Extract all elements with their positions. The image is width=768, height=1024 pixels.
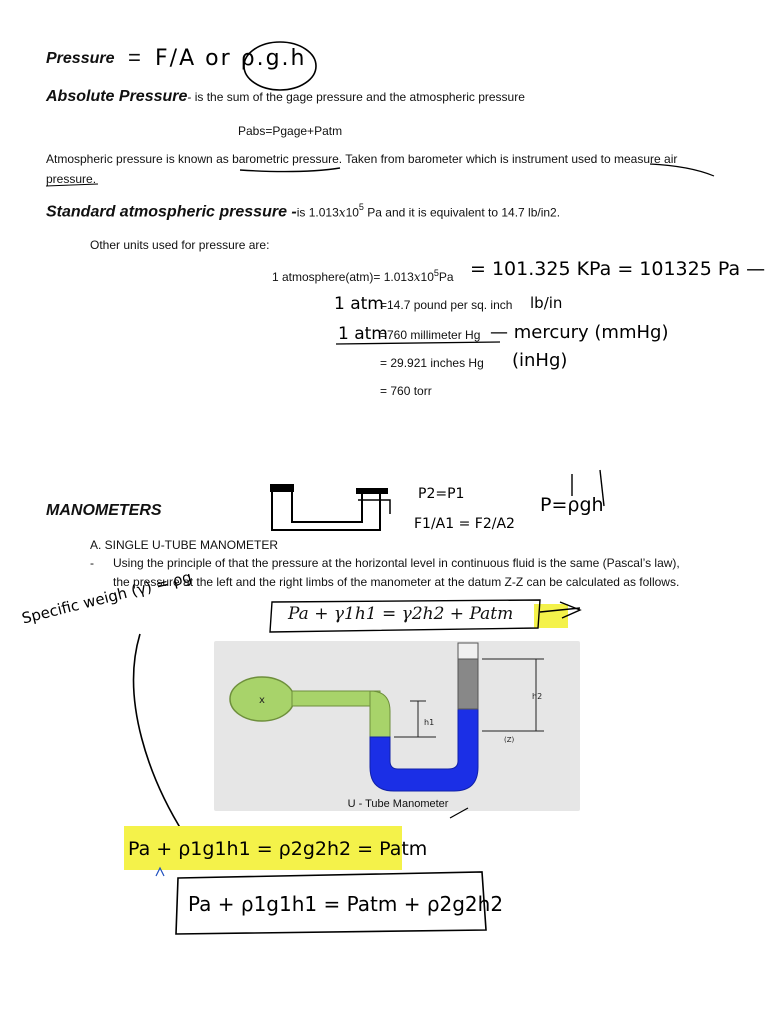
standard-pressure-heading: Standard atmospheric pressure - bbox=[46, 203, 297, 221]
absolute-pressure-description: - is the sum of the gage pressure and the atmospheric pressure bbox=[187, 90, 525, 104]
description-line-1: Using the principle of that the pressure at the horizontal level in continuous fluid is the same (Pascal’s law), bbox=[113, 556, 680, 570]
units-atm-base: 10 bbox=[420, 270, 434, 284]
diagram-label-datum: (Z) bbox=[504, 736, 515, 744]
atmospheric-line-1: Atmospheric pressure is known as barometric pressure. Taken from barometer which is instrument used to measure air bbox=[46, 152, 678, 166]
svg-text:x: x bbox=[259, 695, 265, 706]
atmospheric-line-2: pressure. bbox=[46, 172, 97, 186]
description-bullet: - bbox=[90, 556, 94, 570]
standard-value-prefix: is 1.013 bbox=[296, 205, 339, 220]
units-pound-line: =14.7 pound per sq. inch bbox=[380, 298, 513, 312]
handwritten-specific-weight: Specific weigh (γ) = ρg bbox=[20, 567, 194, 628]
handwritten-force-area-ratio: F1/A1 = F2/A2 bbox=[414, 516, 515, 532]
absolute-pressure-formula: Pabs=Pgage+Patm bbox=[238, 124, 343, 138]
pressure-handwritten-formula: F/A or ρ.g.h bbox=[155, 46, 307, 71]
handwritten-equation-1: Pa + ρ1g1h1 = ρ2g2h2 = Patm bbox=[128, 838, 428, 860]
units-torr-line: = 760 torr bbox=[380, 384, 432, 398]
units-atm-exponent: 5 bbox=[433, 268, 439, 278]
units-mmhg-line: =760 millimeter Hg bbox=[380, 328, 481, 342]
units-atm-x: x bbox=[413, 270, 421, 284]
pressure-equals: = bbox=[128, 45, 141, 70]
units-handwritten-1atm-b: 1 atm bbox=[338, 324, 388, 344]
units-atm-suffix: Pa bbox=[438, 270, 454, 284]
manometers-heading: MANOMETERS bbox=[46, 502, 162, 519]
units-handwritten-1atm-a: 1 atm bbox=[334, 294, 384, 314]
handwritten-p2-equals-p1: P2=P1 bbox=[418, 486, 465, 502]
diagram-caption: U - Tube Manometer bbox=[347, 798, 449, 810]
u-tube-equation: Pa + γ1h1 = γ2h2 + Patm bbox=[288, 604, 514, 624]
standard-value-suffix: Pa and it is equivalent to 14.7 lb/in2. bbox=[363, 205, 561, 220]
absolute-pressure-heading: Absolute Pressure bbox=[46, 88, 188, 105]
standard-value-x: x bbox=[338, 205, 346, 220]
description-line-2: the pressure at the left and the right limbs of the manometer at the datum Z-Z can be calculated as follows. bbox=[113, 575, 680, 589]
units-handwritten-mercury: — mercury (mmHg) bbox=[490, 322, 669, 343]
units-inhg-line: = 29.921 inches Hg bbox=[380, 356, 484, 370]
units-handwritten-lbin: lb/in bbox=[530, 294, 563, 312]
single-u-tube-item: A. SINGLE U-TUBE MANOMETER bbox=[90, 538, 279, 552]
units-handwritten-kpa: = 101.325 KPa = 101325 Pa — bbox=[470, 258, 766, 280]
units-atm-prefix: 1 atmosphere(atm)= 1.013 bbox=[272, 270, 414, 284]
units-handwritten-inhg: (inHg) bbox=[512, 350, 568, 371]
pressure-label: Pressure bbox=[46, 50, 115, 67]
units-intro: Other units used for pressure are: bbox=[90, 238, 270, 252]
handwritten-equation-2: Pa + ρ1g1h1 = Patm + ρ2g2h2 bbox=[188, 892, 504, 916]
standard-value-exponent: 5 bbox=[358, 202, 364, 212]
standard-value-base: 10 bbox=[345, 205, 359, 220]
handwritten-p-rho-g-h: P=ρgh bbox=[540, 494, 604, 516]
diagram-label-h2: h2 bbox=[532, 692, 543, 701]
diagram-label-h1: h1 bbox=[424, 718, 435, 727]
